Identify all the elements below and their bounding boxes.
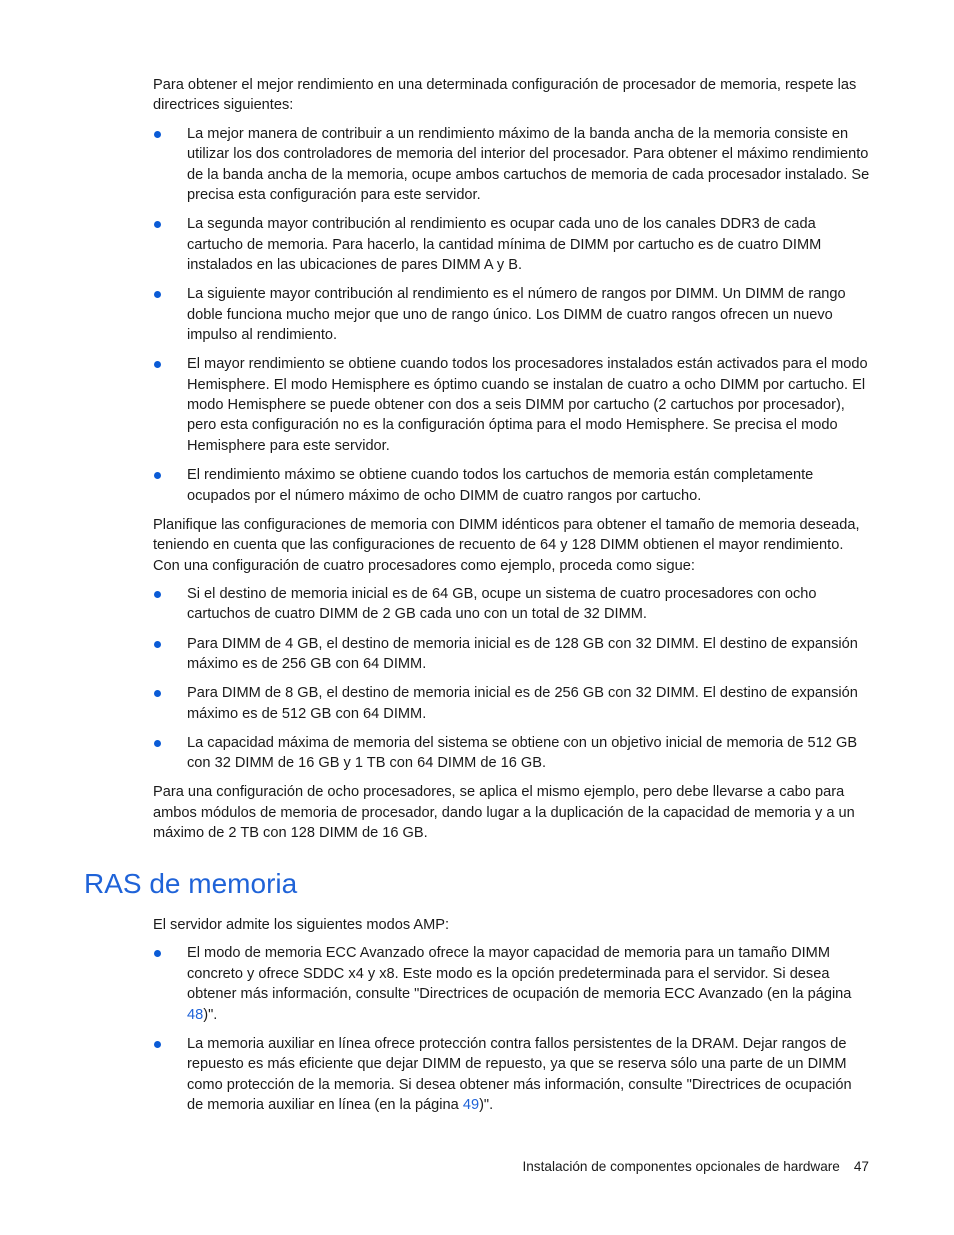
bullet-icon — [154, 221, 161, 228]
list-item-text: La siguiente mayor contribución al rendimiento es el número de rangos por DIMM. Un DIMM de rango doble funciona mucho mejor que uno de rango único. Los DIMM de cuatro rangos ofrecen un nuevo impulso al rendimiento. — [187, 286, 846, 344]
bullet-icon — [154, 641, 161, 648]
section-body — [153, 915, 871, 1124]
list-item — [153, 733, 871, 774]
list-item — [153, 683, 871, 724]
list-item-text: El rendimiento máximo se obtiene cuando todos los cartuchos de memoria están completamente ocupados por el número máximo de ocho DIMM de cuatro rangos por cartucho. — [187, 467, 814, 504]
section-heading: RAS de memoria — [84, 868, 298, 899]
plan-paragraph: Planifique las configuraciones de memoria con DIMM idénticos para obtener el tamaño de memoria deseada, teniendo en cuenta que las configuraciones de recuento de 64 y 128 DIMM obtienen el mayor rendimiento. Con una configuración de cuatro procesadores como ejemplo, proceda como sigue: — [153, 516, 860, 574]
list-item — [153, 465, 871, 506]
list-item — [153, 1034, 871, 1116]
list-item — [153, 943, 871, 1025]
bullet-icon — [154, 591, 161, 598]
guidelines-list — [153, 124, 871, 506]
page-body — [153, 75, 871, 852]
list-item — [153, 214, 871, 275]
list-item-text-before: La memoria auxiliar en línea ofrece protección contra fallos persistentes de la DRAM. Dejar rangos de repuesto es más eficiente que dejar DIMM de repuesto, ya que se reserva sólo una parte de un DIMM como protección de la memoria. Si desea obtener más información, consulte "Directrices de ocupación de memoria auxiliar en línea (en la página — [187, 1035, 852, 1114]
list-item-text: El mayor rendimiento se obtiene cuando todos los procesadores instalados están activados para el modo Hemisphere. El modo Hemisphere es óptimo cuando se instalan de cuatro a ocho DIMM por cartucho. El modo Hemisphere se puede obtener con dos a seis DIMM por cartucho (2 cartuchos por procesador), pero esta configuración no es la configuración óptima para el modo Hemisphere. Se precisa el modo Hemisphere para este servidor. — [187, 356, 868, 454]
page-footer — [522, 1157, 869, 1177]
footer-chapter-title: Instalación de componentes opcionales de hardware — [522, 1159, 840, 1174]
list-item — [153, 584, 871, 625]
bullet-icon — [154, 690, 161, 697]
bullet-icon — [154, 472, 161, 479]
bullet-icon — [154, 361, 161, 368]
list-item-text: Si el destino de memoria inicial es de 64 GB, ocupe un sistema de cuatro procesadores con ocho cartuchos de cuatro DIMM de 2 GB cada uno con un total de 32 DIMM. — [187, 585, 817, 623]
section-intro: El servidor admite los siguientes modos AMP: — [153, 917, 450, 933]
bullet-icon — [154, 950, 161, 957]
bullet-icon — [154, 1041, 161, 1048]
list-item — [153, 124, 871, 206]
list-item-text: La mejor manera de contribuir a un rendimiento máximo de la banda ancha de la memoria consiste en utilizar los dos controladores de memoria del interior del procesador. Para obtener el máximo rendimiento de la banda ancha de la memoria, ocupe ambos cartuchos de memoria de cada procesador instalado. Se precisa esta configuración para este servidor. — [187, 125, 870, 204]
list-item — [153, 634, 871, 675]
list-item — [153, 284, 871, 345]
bullet-icon — [154, 291, 161, 298]
example-steps-list — [153, 584, 871, 774]
bullet-icon — [154, 131, 161, 138]
list-item — [153, 354, 871, 456]
list-item-text: La segunda mayor contribución al rendimiento es ocupar cada uno de los canales DDR3 de cada cartucho de memoria. Para hacerlo, la cantidad mínima de DIMM por cartucho es de cuatro DIMM instalados en las ubicaciones de pares DIMM A y B. — [187, 216, 822, 274]
intro-paragraph: Para obtener el mejor rendimiento en una determinada configuración de procesador de memoria, respete las directrices siguientes: — [153, 77, 857, 114]
list-item-text-before: El modo de memoria ECC Avanzado ofrece la mayor capacidad de memoria para un tamaño DIMM concreto y ofrece SDDC x4 y x8. Este modo es la opción predeterminada para el servidor. Si desea obtener más información, consulte "Directrices de ocupación de memoria ECC Avanzado (en la página — [187, 945, 852, 1003]
list-item-text-after: )". — [479, 1097, 494, 1114]
list-item-text: Para DIMM de 4 GB, el destino de memoria inicial es de 128 GB con 32 DIMM. El destino de expansión máximo es de 256 GB con 64 DIMM. — [187, 635, 858, 672]
page-link-49[interactable]: 49 — [462, 1097, 480, 1114]
list-item-text: La capacidad máxima de memoria del sistema se obtiene con un objetivo inicial de memoria de 512 GB con 32 DIMM de 16 GB y 1 TB con 64 DIMM de 16 GB. — [187, 734, 858, 772]
page-number: 47 — [853, 1159, 869, 1174]
page-link-48[interactable]: 48 — [187, 1006, 204, 1023]
list-item-text-after: )". — [203, 1006, 218, 1023]
amp-modes-list — [153, 943, 871, 1115]
bullet-icon — [154, 740, 161, 747]
list-item-text: Para DIMM de 8 GB, el destino de memoria inicial es de 256 GB con 32 DIMM. El destino de expansión máximo es de 512 GB con 64 DIMM. — [187, 685, 858, 722]
eight-processor-paragraph: Para una configuración de ocho procesadores, se aplica el mismo ejemplo, pero debe llevarse a cabo para ambos módulos de memoria de procesador, dando lugar a la duplicación de la capacidad de memoria y a un máximo de 2 TB con 128 DIMM de 16 GB. — [153, 784, 855, 842]
